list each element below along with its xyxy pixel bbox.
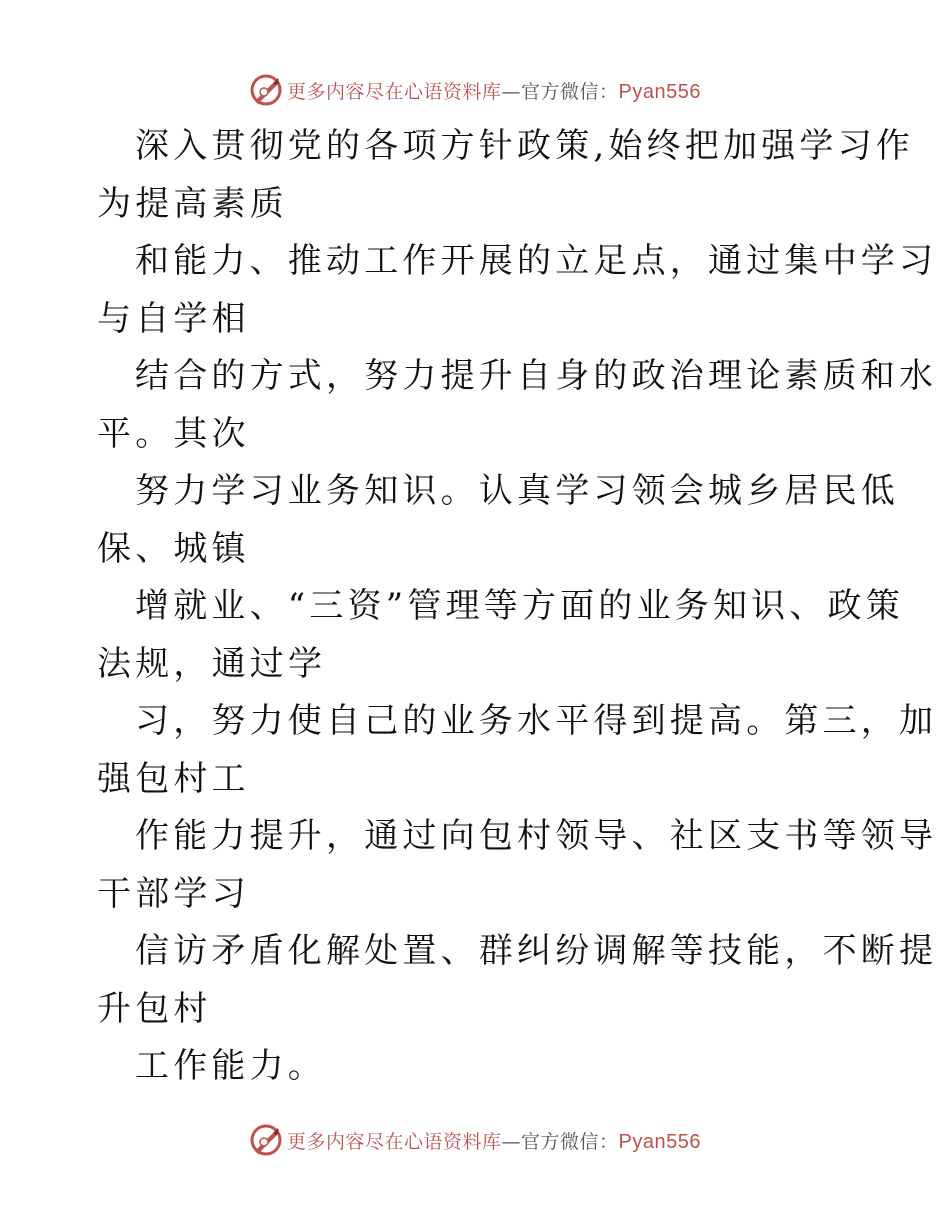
watermark-wechat-id: Pyan556 <box>618 80 701 103</box>
text-line: 作能力提升，通过向包村领导、社区支书等领导 <box>135 816 938 856</box>
text-line: 努力学习业务知识。认真学习领会城乡居民低 <box>135 471 899 511</box>
text-line: 升包村 <box>97 988 212 1029</box>
watermark-label: —官方微信： <box>501 80 619 103</box>
text-line: 保、城镇 <box>97 528 250 569</box>
text-line: 和能力、推动工作开展的立足点，通过集中学习 <box>135 241 938 281</box>
text-line: 增就业、“三资”管理等方面的业务知识、政策 <box>135 586 904 626</box>
text-line: 习，努力使自己的业务水平得到提高。第三，加 <box>135 701 938 741</box>
pen-logo-icon <box>249 73 283 107</box>
watermark-text <box>287 1127 701 1154</box>
watermark-label: —官方微信： <box>501 1130 619 1153</box>
header-watermark <box>0 70 950 110</box>
text-line: 干部学习 <box>97 873 250 914</box>
watermark-site-name: 更多内容尽在心语资料库 <box>287 80 502 103</box>
text-line: 法规，通过学 <box>97 643 327 684</box>
pen-logo-icon <box>249 1123 283 1157</box>
text-line: 工作能力。 <box>135 1046 326 1086</box>
text-line: 深入贯彻党的各项方针政策,始终把加强学习作 <box>135 126 915 166</box>
document-body <box>97 118 938 1096</box>
watermark-site-name: 更多内容尽在心语资料库 <box>287 1130 502 1153</box>
text-line: 与自学相 <box>97 298 250 339</box>
watermark-text <box>287 77 701 104</box>
text-line: 信访矛盾化解处置、群纠纷调解等技能，不断提 <box>135 931 938 971</box>
text-line: 强包村工 <box>97 758 250 799</box>
text-line: 平。其次 <box>97 413 250 454</box>
watermark-wechat-id: Pyan556 <box>618 1130 701 1153</box>
text-line: 为提高素质 <box>97 183 288 224</box>
footer-watermark <box>0 1120 950 1160</box>
text-line: 结合的方式，努力提升自身的政治理论素质和水 <box>135 356 938 396</box>
